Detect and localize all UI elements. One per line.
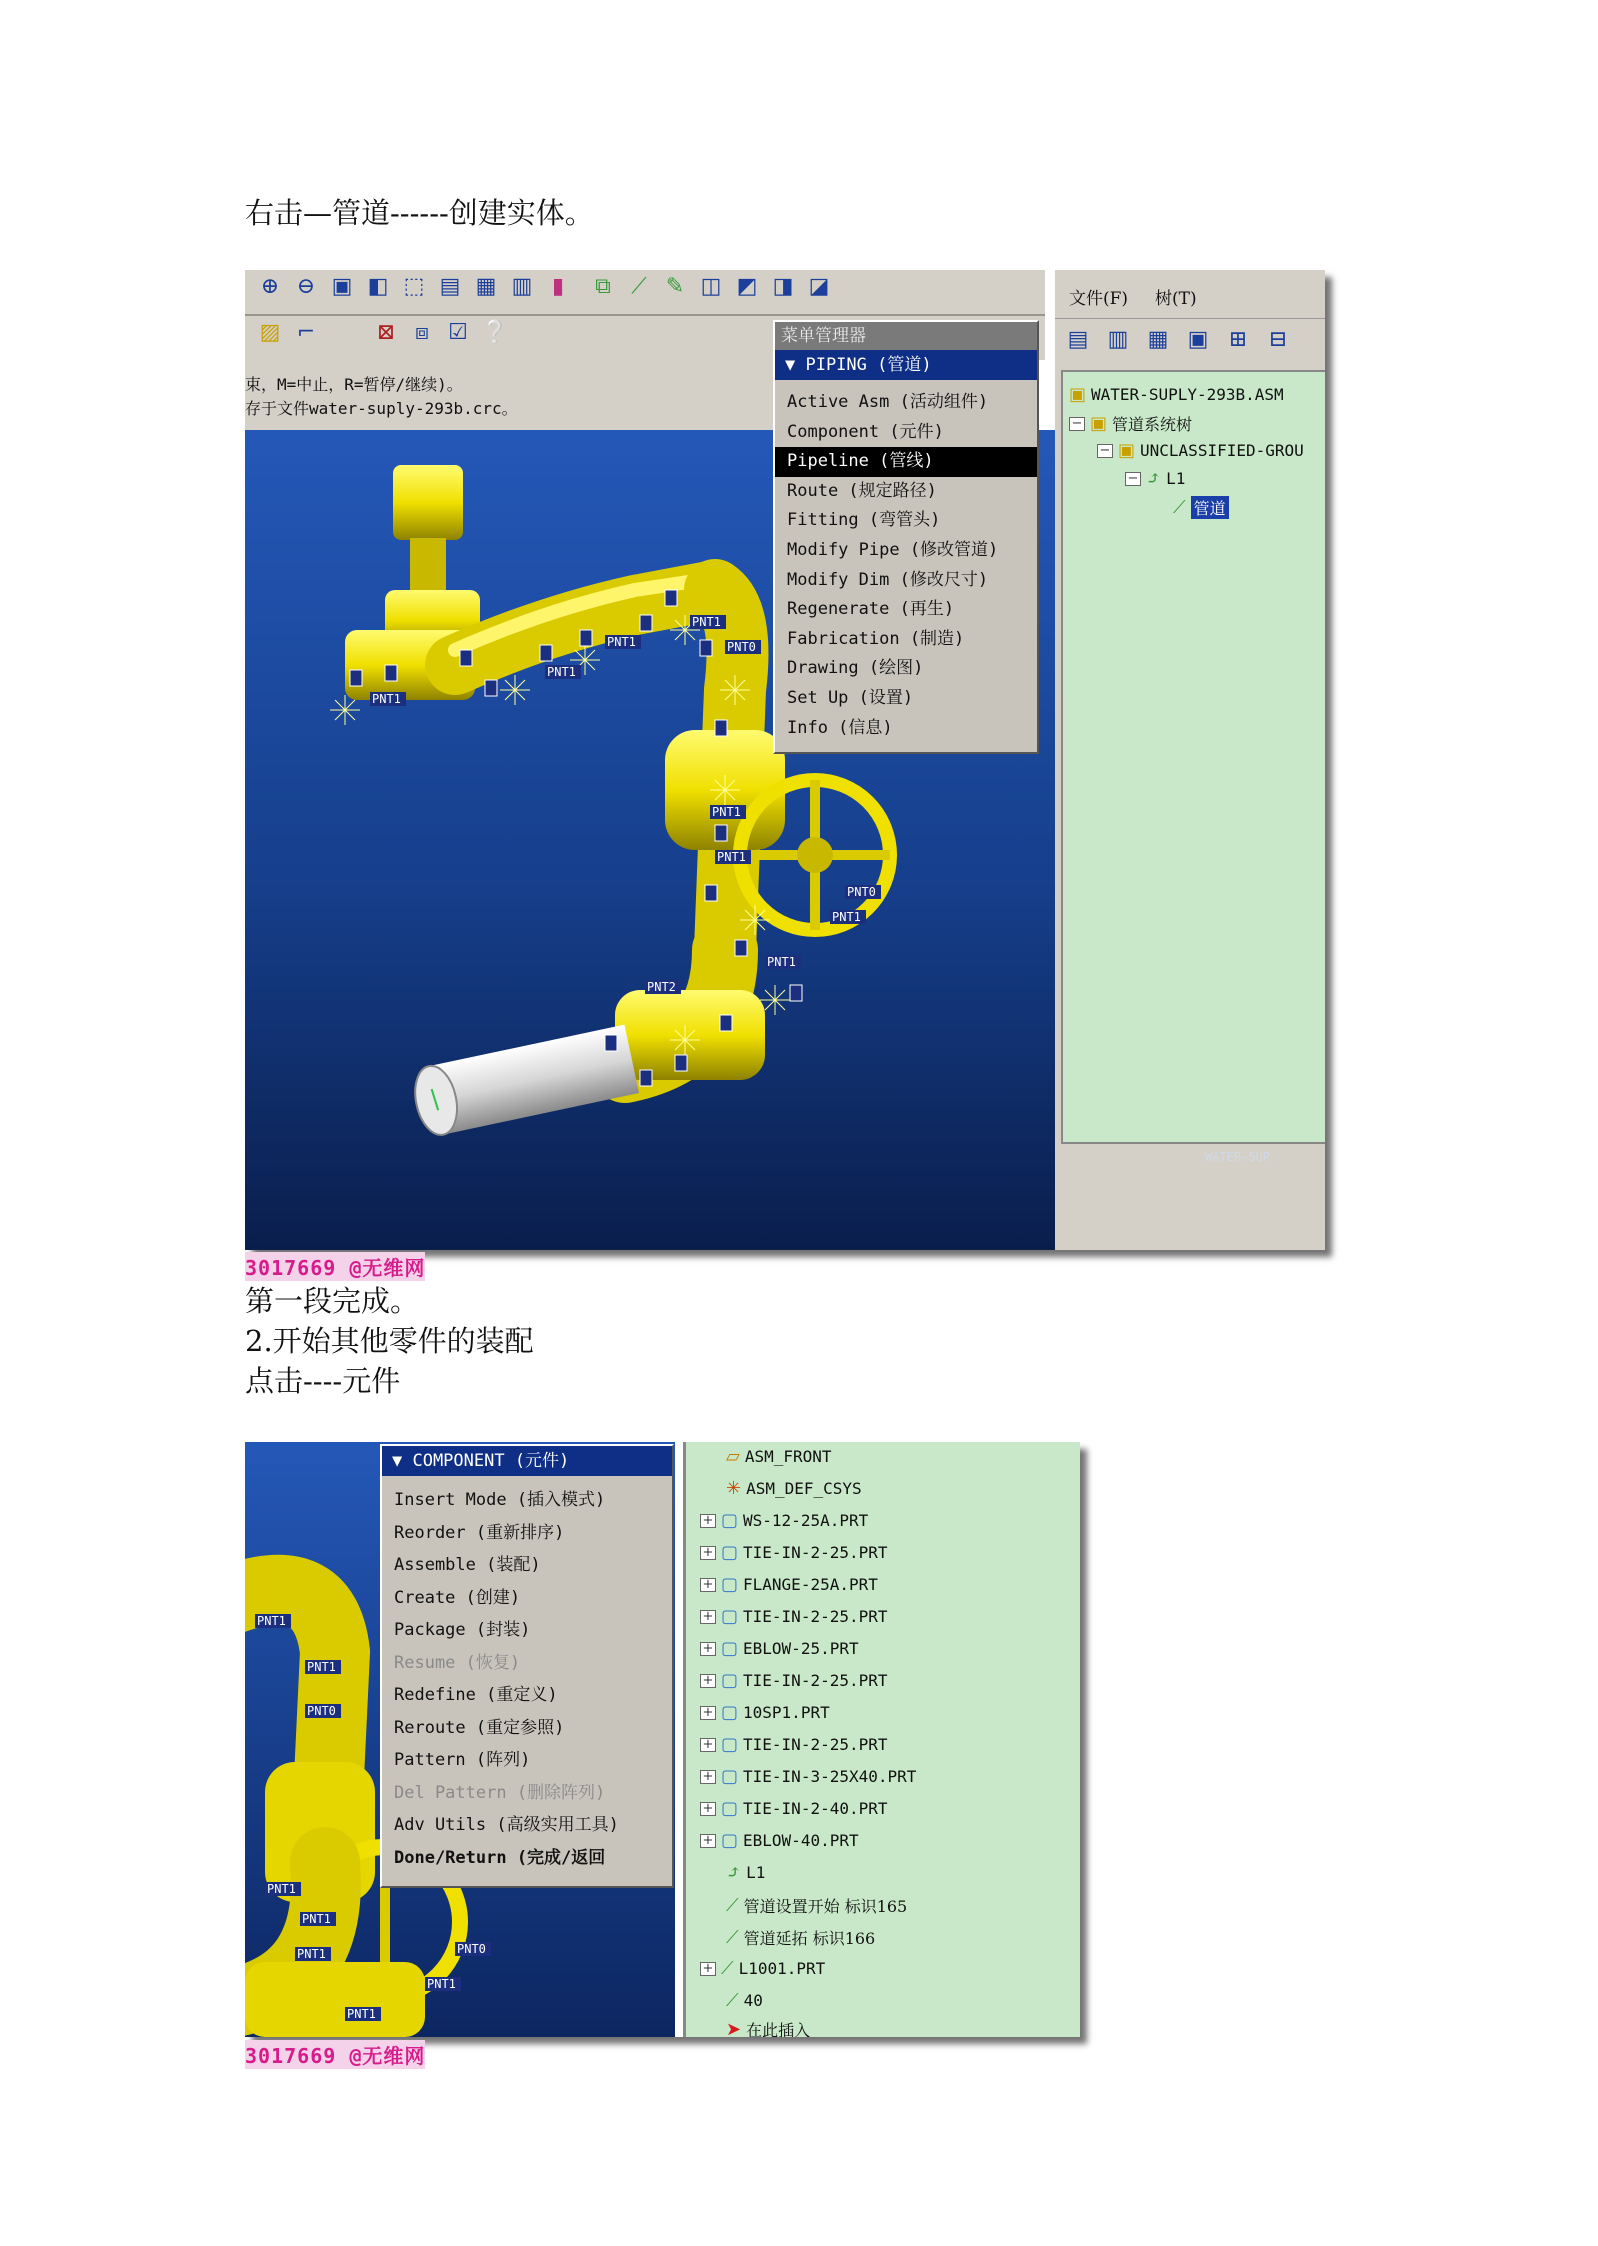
- datum-plane-icon: ▱: [726, 1446, 740, 1467]
- datum-icon[interactable]: ⧉: [595, 274, 611, 299]
- pnt-label: PNT1: [712, 805, 741, 819]
- part-icon: ▢: [721, 1542, 739, 1563]
- expand-icon[interactable]: +: [700, 1610, 716, 1624]
- expand-icon[interactable]: +: [700, 1642, 716, 1656]
- tree-filter-icon[interactable]: ▥: [1107, 327, 1129, 352]
- pnt-label: PNT0: [457, 1942, 486, 1956]
- tree-node-pipe[interactable]: ⟋ 管道: [1173, 496, 1229, 519]
- pipe-start-icon: ⟋: [726, 1895, 739, 1916]
- menu-item-route[interactable]: Route (规定路径): [787, 480, 937, 501]
- pipe-icon: ⟋: [1173, 497, 1186, 518]
- paragraph-first-done: 第一段完成。: [245, 1284, 420, 1318]
- tree-node-part[interactable]: + ▢ EBLOW-40.PRT: [700, 1830, 859, 1851]
- menu-item-active-asm[interactable]: Active Asm (活动组件): [787, 392, 989, 412]
- tree-collapse-icon[interactable]: ⊟: [1268, 327, 1288, 352]
- tree-node-insert-here[interactable]: ➤ 在此插入: [726, 2018, 810, 2037]
- pnt-label: PNT1: [347, 2007, 376, 2021]
- menu-item-modify-dim[interactable]: Modify Dim (修改尺寸): [787, 569, 989, 590]
- valve-actuator: [393, 465, 463, 540]
- tree-columns-icon[interactable]: ▦: [1147, 327, 1169, 352]
- part-icon: ▢: [721, 1766, 739, 1787]
- watermark: 3017669 @无维网: [245, 2040, 425, 2069]
- saved-views-icon[interactable]: ▤: [439, 274, 461, 299]
- tree-show-icon[interactable]: ▣: [1187, 327, 1209, 352]
- collapse-icon[interactable]: −: [1069, 417, 1085, 431]
- part-icon: ▢: [721, 1702, 739, 1723]
- insert-arrow-icon: ➤: [726, 2019, 742, 2037]
- folder-icon: ▣: [1118, 440, 1136, 461]
- menu-item-del-pattern: Del Pattern (删除阵列): [394, 1782, 606, 1803]
- hidden-icon[interactable]: ◪: [808, 274, 830, 299]
- menu-item-assemble[interactable]: Assemble (装配): [394, 1555, 541, 1575]
- menu-item-resume: Resume (恢复): [394, 1652, 521, 1673]
- tree-node-part[interactable]: + ▢ TIE-IN-2-25.PRT: [700, 1670, 888, 1691]
- model-tree-panel: [1055, 270, 1325, 1250]
- pnt-label: PNT1: [372, 692, 401, 706]
- assembly-icon: ▣: [1069, 384, 1087, 405]
- menu-item-regenerate[interactable]: Regenerate (再生): [787, 599, 955, 620]
- zoom-window-icon[interactable]: ▣: [331, 274, 353, 299]
- help-icon[interactable]: ❔: [481, 320, 509, 345]
- pnt-label: PNT1: [297, 1947, 326, 1961]
- pnt-label: PNT1: [832, 910, 861, 924]
- tree-node-pipe-extend[interactable]: ⟋ 管道延拓 标识166: [726, 1927, 876, 1948]
- expand-icon[interactable]: +: [700, 1706, 716, 1720]
- pnt-label: PNT1: [717, 850, 746, 864]
- screenshot-component-menu: [245, 1442, 1080, 2037]
- pipeline-icon: ⤴: [726, 1862, 742, 1883]
- color-icon[interactable]: ▮: [551, 274, 565, 299]
- menu-item-pipeline[interactable]: Pipeline (管线): [775, 447, 1037, 477]
- zoom-out-icon[interactable]: ⊖: [296, 274, 316, 299]
- menu-manager-title: 菜单管理器: [775, 322, 1037, 350]
- check-icon[interactable]: ☑: [448, 320, 468, 345]
- part-icon: ▢: [721, 1510, 739, 1531]
- wire-icon[interactable]: ◨: [772, 274, 794, 299]
- menu-item-adv-utils[interactable]: Adv Utils (高级实用工具): [394, 1815, 619, 1835]
- tree-node-40[interactable]: ⟋ 40: [726, 1990, 763, 2011]
- menu-item-modify-pipe[interactable]: Modify Pipe (修改管道): [787, 539, 999, 560]
- message-line-2: 存于文件water-suply-293b.crc。: [245, 399, 518, 418]
- tree-node-part[interactable]: + ▢ 10SP1.PRT: [700, 1702, 830, 1723]
- menu-item-component[interactable]: Component (元件): [787, 421, 944, 442]
- expand-icon[interactable]: +: [700, 1770, 716, 1784]
- tree-node-part[interactable]: + ▢ EBLOW-25.PRT: [700, 1638, 859, 1659]
- file-menu[interactable]: 文件(F): [1069, 289, 1129, 309]
- axis-icon[interactable]: ⟋: [631, 274, 647, 299]
- folder-icon: ▣: [1090, 413, 1108, 434]
- piping-menu-header[interactable]: ▼ PIPING (管道): [775, 350, 1037, 380]
- pipeline-icon: ⤴: [1146, 468, 1162, 489]
- tree-node-l1001[interactable]: + ⟋ L1001.PRT: [700, 1958, 825, 1979]
- tree-menu[interactable]: 树(T): [1155, 289, 1197, 309]
- delete-icon[interactable]: ⊠: [376, 320, 396, 345]
- menu-item-package[interactable]: Package (封装): [394, 1620, 531, 1640]
- paragraph-intro: 右击—管道------创建实体。: [245, 196, 594, 230]
- tree-node-l1[interactable]: ⤴ L1: [726, 1862, 766, 1883]
- pnt-label: PNT1: [692, 615, 721, 629]
- pnt-label: PNT1: [767, 955, 796, 969]
- tree-node-piping-system[interactable]: − ▣ 管道系统树: [1069, 412, 1192, 435]
- pipe-part-icon: ⟋: [721, 1958, 734, 1979]
- tree-node-part[interactable]: + ▢ TIE-IN-3-25X40.PRT: [700, 1766, 916, 1787]
- tree-node-part[interactable]: + ▢ TIE-IN-2-25.PRT: [700, 1734, 888, 1755]
- zoom-in-icon[interactable]: ⊕: [260, 274, 280, 299]
- shade-icon[interactable]: ◩: [736, 274, 758, 299]
- expand-icon[interactable]: +: [700, 1834, 716, 1848]
- menu-item-reorder[interactable]: Reorder (重新排序): [394, 1522, 565, 1543]
- tree-node-part[interactable]: + ▢ FLANGE-25A.PRT: [700, 1574, 878, 1595]
- menu-item-drawing[interactable]: Drawing (绘图): [787, 658, 924, 679]
- window-icon[interactable]: ⧈: [415, 320, 429, 345]
- menu-item-fitting[interactable]: Fitting (弯管头): [787, 510, 941, 531]
- menu-item-info[interactable]: Info (信息): [787, 717, 893, 738]
- tree-node-unclassified-group[interactable]: − ▣ UNCLASSIFIED-GROU: [1097, 440, 1304, 461]
- tree-node-l1[interactable]: − ⤴ L1: [1125, 468, 1185, 489]
- expand-icon[interactable]: +: [700, 1738, 716, 1752]
- part-icon: ▢: [721, 1606, 739, 1627]
- point-icon[interactable]: ✎: [665, 274, 685, 299]
- expand-icon[interactable]: +: [700, 1546, 716, 1560]
- pnt-label: PNT1: [302, 1912, 331, 1926]
- csys-icon: ✳: [726, 1478, 742, 1499]
- component-menu: [380, 1444, 674, 1888]
- tree-node-part[interactable]: + ▢ TIE-IN-2-40.PRT: [700, 1798, 888, 1819]
- pnt-label: PNT1: [307, 1660, 336, 1674]
- expand-icon[interactable]: +: [700, 1802, 716, 1816]
- part-icon: ▢: [721, 1734, 739, 1755]
- orient-icon[interactable]: ⬚: [403, 274, 425, 299]
- watermark: 3017669 @无维网: [245, 1252, 425, 1281]
- tree-toolbar: [1055, 318, 1325, 365]
- expand-icon[interactable]: +: [700, 1962, 716, 1976]
- menu-item-fabrication[interactable]: Fabrication (制造): [787, 628, 965, 649]
- pnt-label: PNT2: [647, 980, 676, 994]
- component-menu-header[interactable]: ▼ COMPONENT (元件): [382, 1446, 672, 1476]
- pipe-part-icon: ⟋: [726, 1990, 739, 2011]
- tree-node-asm-def-csys[interactable]: ✳ ASM_DEF_CSYS: [726, 1478, 862, 1499]
- message-line-1: 束，M=中止，R=暂停/继续)。: [245, 375, 463, 394]
- pnt-label: PNT0: [727, 640, 756, 654]
- grid-icon[interactable]: ▥: [511, 274, 533, 299]
- model-tree-2: [683, 1442, 1080, 2037]
- pnt-label: PNT0: [307, 1704, 336, 1718]
- model-tree: [1061, 370, 1325, 1144]
- collapse-icon[interactable]: −: [1125, 472, 1141, 486]
- menu-item-reroute[interactable]: Reroute (重定参照): [394, 1717, 565, 1738]
- pnt-label: PNT0: [847, 885, 876, 899]
- csys-icon[interactable]: ◫: [700, 274, 722, 299]
- expand-icon[interactable]: +: [700, 1674, 716, 1688]
- menu-item-pattern[interactable]: Pattern (阵列): [394, 1750, 531, 1770]
- layers-icon[interactable]: ▦: [475, 274, 497, 299]
- paragraph-click-component: 点击----元件: [245, 1364, 401, 1398]
- part-icon: ▢: [721, 1638, 739, 1659]
- paragraph-assembly-start: 2.开始其他零件的装配: [245, 1324, 534, 1358]
- part-icon: ▢: [721, 1830, 739, 1851]
- status-text: WATER-SUP: [1205, 1150, 1271, 1164]
- screenshot-piping-menu: [245, 270, 1325, 1250]
- tree-node-part[interactable]: + ▢ WS-12-25A.PRT: [700, 1510, 868, 1531]
- menu-manager: [773, 320, 1039, 754]
- pnt-label: PNT1: [267, 1882, 296, 1896]
- pipe-extend-icon: ⟋: [726, 1927, 739, 1948]
- tree-node-pipe-start[interactable]: ⟋ 管道设置开始 标识165: [726, 1895, 908, 1916]
- pnt-label: PNT1: [607, 635, 636, 649]
- view-icon[interactable]: ◧: [367, 274, 389, 299]
- tree-settings-icon[interactable]: ▤: [1067, 327, 1089, 352]
- menu-item-done-return[interactable]: Done/Return (完成/返回: [394, 1847, 606, 1868]
- menu-item-create[interactable]: Create (创建): [394, 1587, 521, 1608]
- collapse-icon[interactable]: −: [1097, 444, 1113, 458]
- pipe-tool-icon[interactable]: ⌐: [296, 320, 316, 345]
- pnt-label: PNT1: [427, 1977, 456, 1991]
- menu-item-set-up[interactable]: Set Up (设置): [787, 687, 914, 708]
- menu-item-redefine[interactable]: Redefine (重定义): [394, 1685, 558, 1705]
- expand-icon[interactable]: +: [700, 1578, 716, 1592]
- tree-node-part[interactable]: + ▢ TIE-IN-2-25.PRT: [700, 1606, 888, 1627]
- tree-node-assembly[interactable]: ▣ WATER-SUPLY-293B.ASM: [1069, 384, 1284, 405]
- pnt-label: PNT1: [547, 665, 576, 679]
- pnt-label: PNT1: [257, 1614, 286, 1628]
- message-area: [245, 360, 785, 430]
- part-icon: ▢: [721, 1574, 739, 1595]
- new-icon[interactable]: ▨: [259, 320, 281, 345]
- menu-item-insert-mode[interactable]: Insert Mode (插入模式): [394, 1490, 606, 1510]
- tree-expand-icon[interactable]: ⊞: [1228, 327, 1248, 352]
- tree-node-asm-front[interactable]: ▱ ASM_FRONT: [726, 1446, 832, 1467]
- tree-node-part[interactable]: + ▢ TIE-IN-2-25.PRT: [700, 1542, 888, 1563]
- part-icon: ▢: [721, 1670, 739, 1691]
- part-icon: ▢: [721, 1798, 739, 1819]
- expand-icon[interactable]: +: [700, 1514, 716, 1528]
